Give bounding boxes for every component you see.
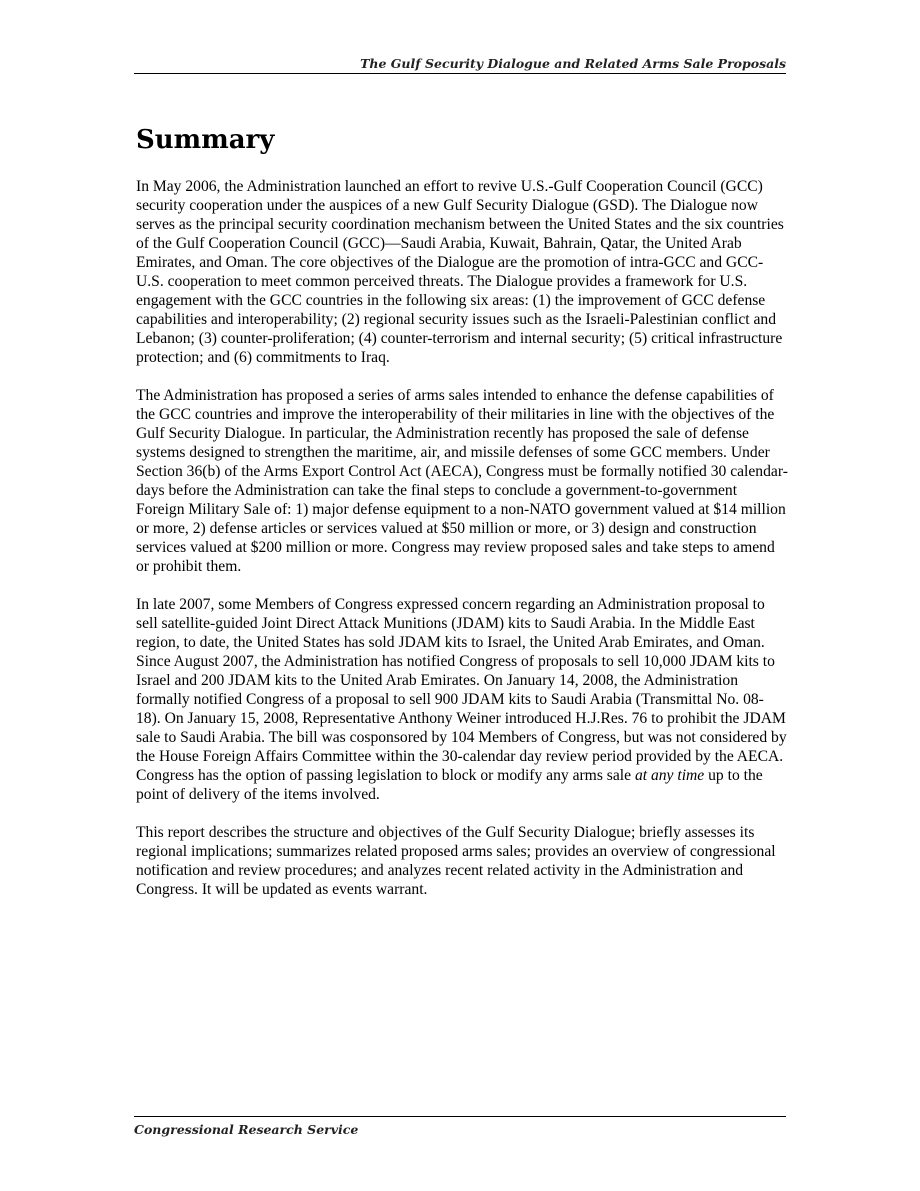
paragraph-gsd-overview: In May 2006, the Administration launched an effort to revive U.S.-Gulf Cooperation Council (GCC) security cooperation under the auspices of a new Gulf Security Dialogue (GSD). The Dialogue now serves as the principal security coordination mechanism between the United States and the six countries of the Gulf Cooperation Council (GCC)—Saudi Arabia, Kuwait, Bahrain, Qatar, the United Arab Emirates, and Oman. The core objectives of the Dialogue are the promotion of intra-GCC and GCC-U.S. cooperation to meet common perceived threats. The Dialogue provides a framework for U.S. engagement with the GCC countries in the following six areas: (1) the improvement of GCC defense capabilities and interoperability; (2) regional security issues such as the Israeli-Palestinian conflict and Lebanon; (3) counter-proliferation; (4) counter-terrorism and internal security; (5) critical infrastructure protection; and (6) commitments to Iraq. — [136, 178, 784, 366]
paragraph-jdam-concern — [136, 595, 788, 804]
running-header-title: The Gulf Security Dialogue and Related Arms Sale Proposals — [360, 56, 786, 71]
emphasis-at-any-time: at any time — [634, 767, 705, 784]
paragraph-jdam-text: In late 2007, some Members of Congress expressed concern regarding an Administration proposal to sell satellite-guided Joint Direct Attack Munitions (JDAM) kits to Saudi Arabia. In the Middle East region, to date, the United States has sold JDAM kits to Israel, the United Arab Emirates, and Oman. Since August 2007, the Administration has notified Congress of proposals to sell 10,000 JDAM kits to Israel and 200 JDAM kits to the United Arab Emirates. On January 14, 2008, the Administration formally notified Congress of a proposal to sell 900 JDAM kits to Saudi Arabia (Transmittal No. 08-18). On January 15, 2008, Representative Anthony Weiner introduced H.J.Res. 76 to prohibit the JDAM sale to Saudi Arabia. The bill was cosponsored by 104 Members of Congress, but was not considered by the House Foreign Affairs Committee within the 30-calendar day review period provided by the AECA. Congress has the option of passing legislation to block or modify any arms sale — [136, 596, 787, 784]
paragraph-arms-sales: The Administration has proposed a series of arms sales intended to enhance the defense capabilities of the GCC countries and improve the interoperability of their militaries in line with the objectives of the Gulf Security Dialogue. In particular, the Administration recently has proposed the sale of defense systems designed to strengthen the maritime, air, and missile defenses of some GCC members. Under Section 36(b) of the Arms Export Control Act (AECA), Congress must be formally notified 30 calendar-days before the Administration can take the final steps to conclude a government-to-government Foreign Military Sale of: 1) major defense equipment to a non-NATO government valued at $14 million or more, 2) defense articles or services valued at $50 million or more, or 3) design and construction services valued at $200 million or more. Congress may review proposed sales and take steps to amend or prohibit them. — [136, 387, 788, 575]
paragraph-report-scope: This report describes the structure and objectives of the Gulf Security Dialogue; briefly assesses its regional implications; summarizes related proposed arms sales; provides an overview of congressional notification and review procedures; and analyzes recent related activity in the Administration and Congress. It will be updated as events warrant. — [136, 824, 776, 898]
summary-body — [136, 177, 788, 918]
running-footer — [134, 1116, 786, 1139]
footer-source: Congressional Research Service — [134, 1122, 359, 1137]
section-heading: Summary — [136, 125, 275, 155]
running-header — [134, 55, 786, 74]
paragraph-jdam-text-end: up to the point of delivery of the items involved. — [136, 767, 763, 803]
